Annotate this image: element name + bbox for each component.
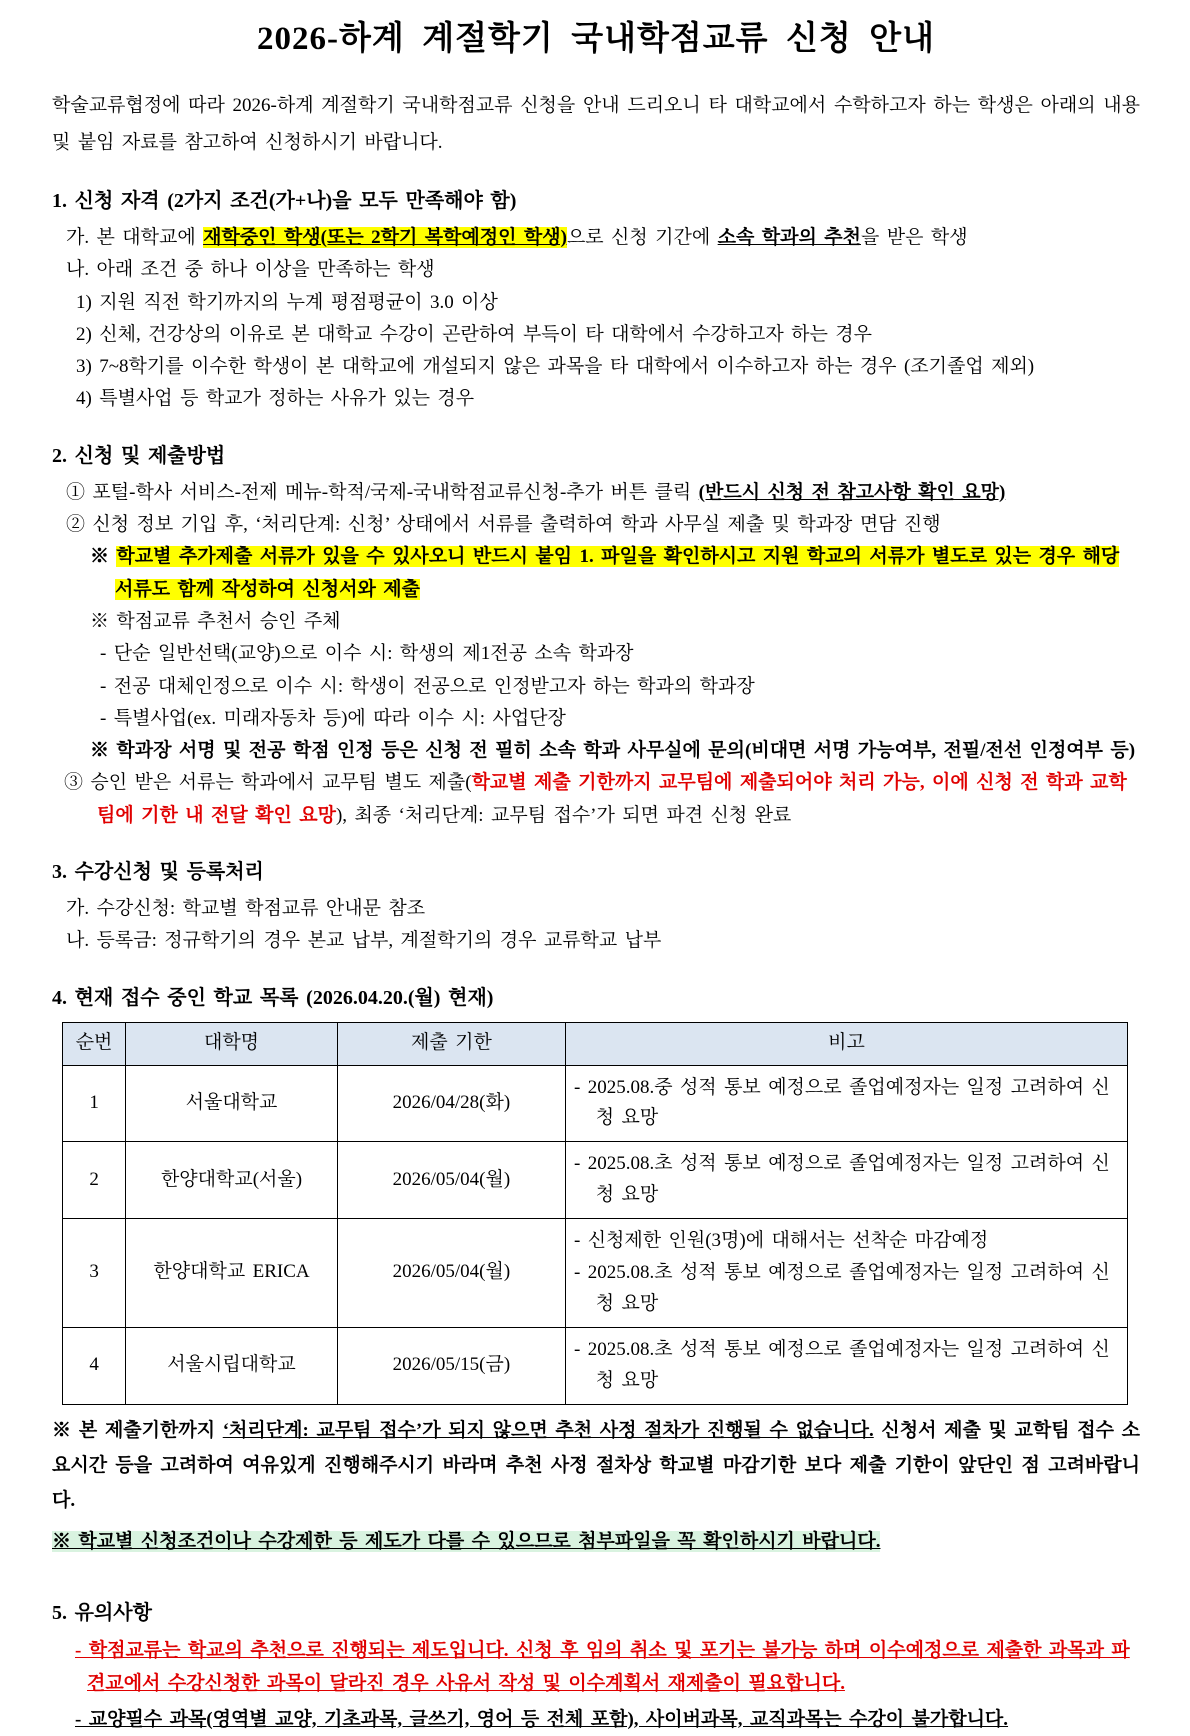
university-table	[62, 1022, 1128, 1405]
cell-no: 2	[63, 1142, 126, 1219]
green-note-text: ※ 학교별 신청조건이나 수강제한 등 제도가 다를 수 있으므로 첨부파일을 꼭 확인하시기 바랍니다.	[52, 1530, 881, 1552]
remark-line: - 신청제한 인원(3명)에 대해서는 선착순 마감예정	[573, 1229, 989, 1251]
section1-ga-pre: 가. 본 대학교에	[66, 226, 204, 248]
cell-deadline: 2026/05/15(금)	[337, 1327, 565, 1404]
section1-condition-4: 4) 특별사업 등 학교가 정하는 사유가 있는 경우	[76, 388, 475, 410]
section3-item-2: 나. 등록금: 정규학기의 경우 본교 납부, 계절학기의 경우 교류학교 납부	[66, 930, 662, 952]
remark-line: - 2025.08.초 성적 통보 예정으로 졸업예정자는 일정 고려하여 신청 요망	[573, 1338, 1110, 1391]
table-row	[63, 1327, 1128, 1404]
deadline-note-post: 신청서 제출 및 교학팀 접수 소요시간 등을 고려하여 여유있게 진행해주시기 바라며 추천 사정 절차상 학교별 마감기한 보다 제출 기한이 앞단인 점 고려바랍니다.	[52, 1419, 1140, 1511]
section1-item-ga	[52, 222, 1140, 254]
cell-deadline: 2026/05/04(월)	[337, 1142, 565, 1219]
section2-note-yellow	[52, 541, 1140, 606]
cell-remark	[565, 1065, 1127, 1142]
section3-heading: 3. 수강신청 및 등록처리	[52, 861, 264, 884]
section1-condition-2: 2) 신체, 건강상의 이유로 본 대학교 수강이 곤란하여 부득이 타 대학에서 수강하고자 하는 경우	[76, 323, 873, 345]
section2-step-1	[52, 477, 1140, 509]
remark-line: - 2025.08.초 성적 통보 예정으로 졸업예정자는 일정 고려하여 신청 요망	[573, 1262, 1110, 1315]
intro-paragraph: 학술교류협정에 따라 2026-하계 계절학기 국내학점교류 신청을 안내 드리오니 타 대학교에서 수학하고자 하는 학생은 아래의 내용 및 붙임 자료를 참고하여 신청하시기 바랍니다.	[52, 94, 1140, 153]
section5-heading: 5. 유의사항	[52, 1602, 152, 1625]
cell-university: 한양대학교(서울)	[126, 1142, 338, 1219]
section2-step-2: ② 신청 정보 기입 후, ‘처리단계: 신청’ 상태에서 서류를 출력하여 학과 사무실 제출 및 학과장 면담 진행	[66, 514, 941, 536]
cell-university: 서울대학교	[126, 1065, 338, 1142]
table-row	[63, 1142, 1128, 1219]
section2-approver-item-2: - 전공 대체인정으로 이수 시: 학생이 전공으로 인정받고자 하는 학과의 학과장	[100, 675, 755, 697]
deadline-note-underline: ‘처리단계: 교무팀 접수’가 되지 않으면 추천 사정 절차가 진행될 수 없습니다.	[222, 1419, 874, 1441]
page-title: 2026-하계 계절학기 국내학점교류 신청 안내	[256, 21, 936, 57]
section2-approver-item-1: - 단순 일반선택(교양)으로 이수 시: 학생의 제1전공 소속 학과장	[100, 643, 634, 665]
header-university: 대학명	[126, 1022, 338, 1065]
section5-red-note: - 학점교류는 학교의 추천으로 진행되는 제도입니다. 신청 후 임의 취소 및 포기는 불가능 하며 이수예정으로 제출한 과목과 파견교에서 수강신청한 과목이 달라진 경우 사유서 작성 및 이수계획서 재제출이 필요합니다.	[75, 1640, 1130, 1695]
table-header-row	[63, 1022, 1128, 1065]
cell-remark	[565, 1327, 1127, 1404]
section2-step1-emphasis: (반드시 신청 전 참고사항 확인 요망)	[698, 481, 1006, 503]
cell-no: 1	[63, 1065, 126, 1142]
deadline-note-pre: ※ 본 제출기한까지	[52, 1419, 223, 1441]
section1-ga-underline: 소속 학과의 추천	[717, 226, 861, 248]
cell-remark	[565, 1218, 1127, 1327]
section2-note-yellow-text: 학교별 추가제출 서류가 있을 수 있사오니 반드시 붙임 1. 파일을 확인하시고 지원 학교의 서류가 별도로 있는 경우 해당 서류도 함께 작성하여 신청서와 제출	[115, 546, 1120, 600]
cell-university: 한양대학교 ERICA	[126, 1218, 338, 1327]
cell-no: 4	[63, 1327, 126, 1404]
section1-heading: 1. 신청 자격 (2가지 조건(가+나)을 모두 만족해야 함)	[52, 189, 517, 212]
section2-step3-pre: ③ 승인 받은 서류는 학과에서 교무팀 별도 제출(	[64, 772, 472, 794]
section1-condition-3: 3) 7~8학기를 이수한 학생이 본 대학교에 개설되지 않은 과목을 타 대학에서 이수하고자 하는 경우 (조기졸업 제외)	[76, 356, 1035, 378]
section1-ga-post: 을 받은 학생	[860, 226, 968, 248]
section2-note-signature: ※ 학과장 서명 및 전공 학점 인정 등은 신청 전 필히 소속 학과 사무실에 문의(비대면 서명 가능여부, 전필/전선 인정여부 등)	[90, 740, 1136, 762]
remark-line: - 2025.08.중 성적 통보 예정으로 졸업예정자는 일정 고려하여 신청 요망	[573, 1076, 1110, 1129]
section1-item-na: 나. 아래 조건 중 하나 이상을 만족하는 학생	[66, 259, 435, 281]
section2-step-3	[52, 767, 1140, 832]
cell-remark	[565, 1142, 1127, 1219]
cell-deadline: 2026/04/28(화)	[337, 1065, 565, 1142]
remark-line: - 2025.08.초 성적 통보 예정으로 졸업예정자는 일정 고려하여 신청 요망	[573, 1153, 1110, 1205]
cell-university: 서울시립대학교	[126, 1327, 338, 1404]
section2-heading: 2. 신청 및 제출방법	[52, 444, 226, 467]
note-mark: ※	[90, 546, 117, 568]
cell-deadline: 2026/05/04(월)	[337, 1218, 565, 1327]
header-deadline: 제출 기한	[337, 1022, 565, 1065]
section2-step1-text: ① 포털-학사 서비스-전제 메뉴-학적/국제-국내학점교류신청-추가 버튼 클릭	[66, 481, 699, 503]
section2-note-approver: ※ 학점교류 추천서 승인 주체	[90, 610, 341, 632]
section2-step3-post: ), 최종 ‘처리단계: 교무팀 접수’가 되면 파견 신청 완료	[335, 804, 792, 826]
section2-step3-red-text: 학교별 제출 기한까지 교무팀에 제출되어야 처리 가능, 이에 신청 전 학과 교학팀에 기한 내 전달 확인 요망	[97, 772, 1127, 826]
section1-ga-mid: 으로 신청 기간에	[566, 226, 718, 248]
cell-no: 3	[63, 1218, 126, 1327]
section1-condition-1: 1) 지원 직전 학기까지의 누계 평점평균이 3.0 이상	[76, 291, 498, 313]
section4-heading: 4. 현재 접수 중인 학교 목록 (2026.04.20.(월) 현재)	[52, 986, 494, 1009]
table-row	[63, 1218, 1128, 1327]
header-no: 순번	[63, 1022, 126, 1065]
section4-green-note	[52, 1524, 1140, 1559]
section3-item-1: 가. 수강신청: 학교별 학점교류 안내문 참조	[66, 898, 426, 920]
table-row	[63, 1065, 1128, 1142]
section4-deadline-note	[52, 1413, 1140, 1518]
header-remark: 비고	[565, 1022, 1127, 1065]
section1-ga-highlight: 재학중인 학생(또는 2학기 복학예정인 학생)	[203, 226, 567, 248]
section2-approver-item-3: - 특별사업(ex. 미래자동차 등)에 따라 이수 시: 사업단장	[100, 707, 566, 729]
section5-black-note: - 교양필수 과목(영역별 교양, 기초과목, 글쓰기, 영어 등 전체 포함), 사이버과목, 교직과목는 수강이 불가합니다.	[75, 1708, 1009, 1730]
